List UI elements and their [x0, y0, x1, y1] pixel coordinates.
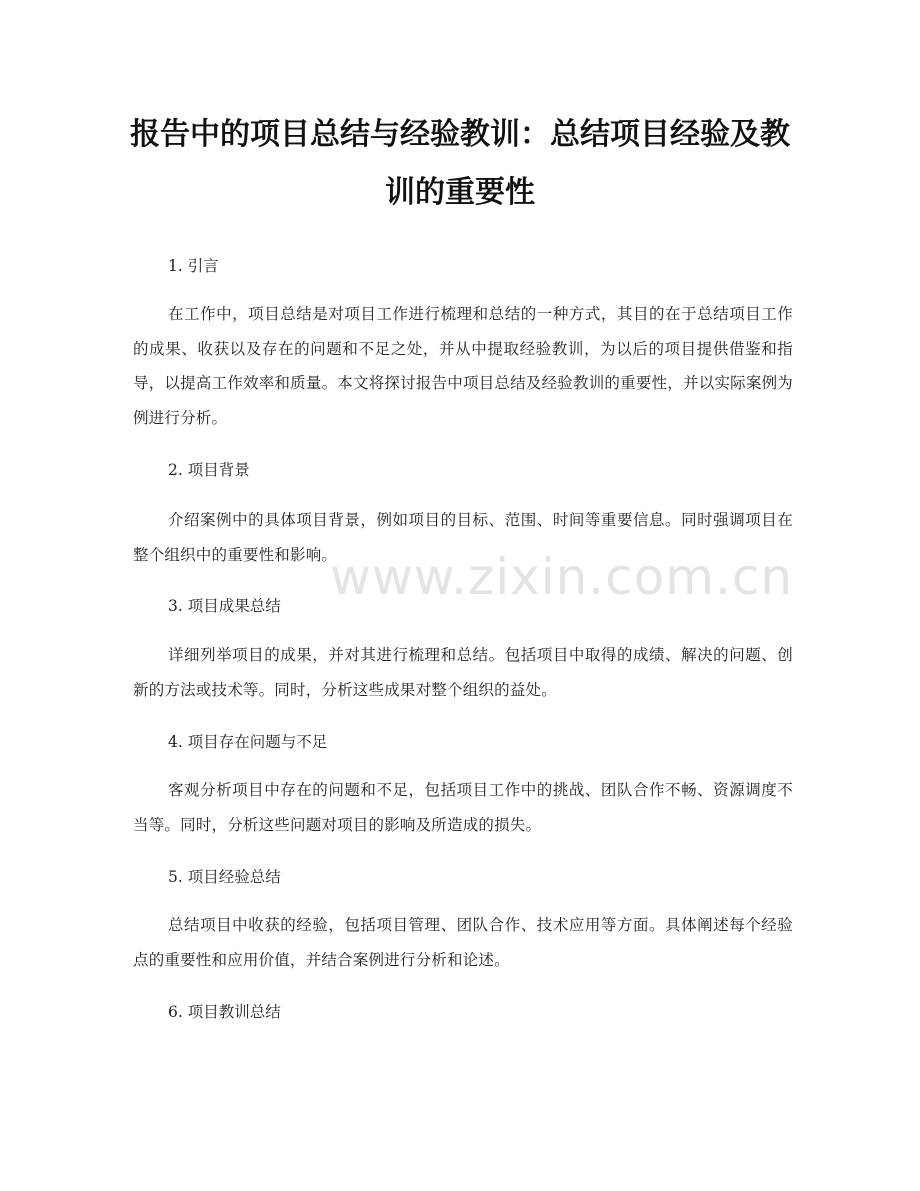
section-body-intro: 在工作中，项目总结是对项目工作进行梳理和总结的一种方式，其目的在于总结项目工作的成果、收获以及存在的问题和不足之处，并从中提取经验教训，为以后的项目提供借鉴和指导，以提高工作效率和质量。本文将探讨报告中项目总结及经验教训的重要性，并以实际案例为例进行分析。	[133, 305, 793, 427]
section-body-problems: 客观分析项目中存在的问题和不足，包括项目工作中的挑战、团队合作不畅、资源调度不当等。同时，分析这些问题对项目的影响及所造成的损失。	[133, 781, 793, 834]
section-body-results: 详细列举项目的成果，并对其进行梳理和总结。包括项目中取得的成绩、解决的问题、创新的方法或技术等。同时，分析这些成果对整个组织的益处。	[133, 646, 793, 699]
section-heading-intro: 1. 引言	[168, 257, 219, 275]
section-heading-lessons: 6. 项目教训总结	[168, 1003, 281, 1021]
watermark: www.zixin.com.cn	[330, 548, 794, 606]
section-heading-experience: 5. 项目经验总结	[168, 868, 281, 886]
section-heading-results: 3. 项目成果总结	[168, 597, 281, 615]
section-body-experience: 总结项目中收获的经验，包括项目管理、团队合作、技术应用等方面。具体阐述每个经验点的重要性和应用价值，并结合案例进行分析和论述。	[133, 916, 793, 969]
document-title: 报告中的项目总结与经验教训：总结项目经验及教训的重要性	[130, 117, 790, 210]
section-heading-background: 2. 项目背景	[168, 461, 250, 479]
section-body-background: 介绍案例中的具体项目背景，例如项目的目标、范围、时间等重要信息。同时强调项目在整个组织中的重要性和影响。	[133, 511, 793, 564]
section-heading-problems: 4. 项目存在问题与不足	[168, 733, 328, 751]
